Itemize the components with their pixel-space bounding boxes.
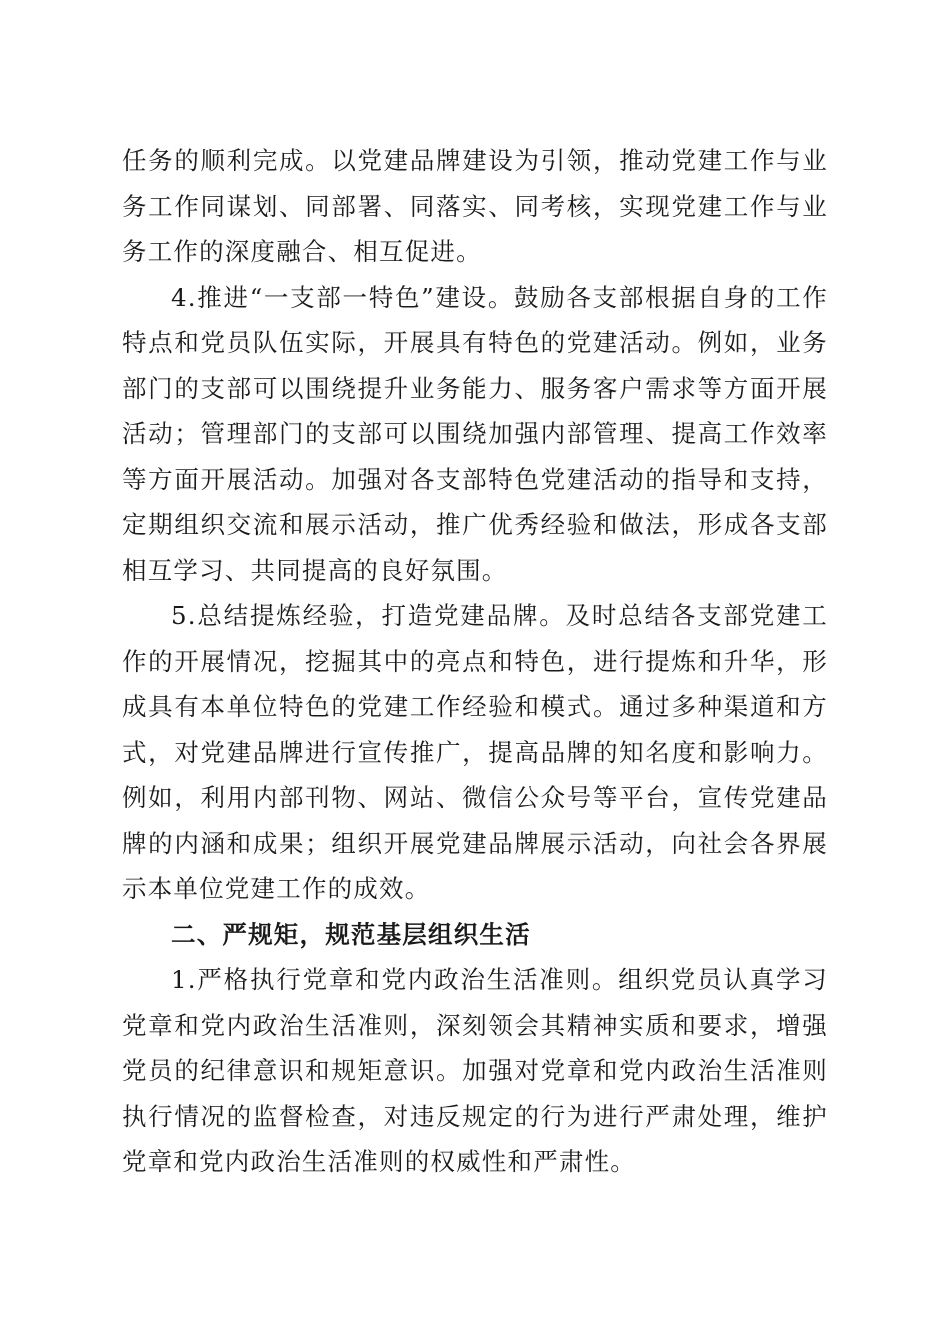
paragraph-item-4: 4.推进“一支部一特色”建设。鼓励各支部根据自身的工作特点和党员队伍实际，开展具有特色的党建活动。例如，业务部门的支部可以围绕提升业务能力、服务客户需求等方面开展活动；管理部门的支部可以围绕加强内部管理、提高工作效率等方面开展活动。加强对各支部特色党建活动的指导和支持，定期组织交流和展示活动，推广优秀经验和做法，形成各支部相互学习、共同提高的良好氛围。 [122, 282, 828, 585]
paragraph-section2-item-1: 1.严格执行党章和党内政治生活准则。组织党员认真学习党章和党内政治生活准则，深刻领会其精神实质和要求，增强党员的纪律意识和规矩意识。加强对党章和党内政治生活准则执行情况的监督检查，对违反规定的行为进行严肃处理，维护党章和党内政治生活准则的权威性和严肃性。 [122, 965, 828, 1176]
document-body [122, 138, 828, 1185]
section-heading: 二、严规矩，规范基层组织生活 [171, 919, 531, 949]
paragraph-item-5: 5.总结提炼经验，打造党建品牌。及时总结各支部党建工作的开展情况，挖掘其中的亮点和特色，进行提炼和升华，形成具有本单位特色的党建工作经验和模式。通过多种渠道和方式，对党建品牌进行宣传推广，提高品牌的知名度和影响力。例如，利用内部刊物、网站、微信公众号等平台，宣传党建品牌的内涵和成果；组织开展党建品牌展示活动，向社会各界展示本单位党建工作的成效。 [122, 601, 828, 903]
paragraph-continuation: 任务的顺利完成。以党建品牌建设为引领，推动党建工作与业务工作同谋划、同部署、同落实、同考核，实现党建工作与业务工作的深度融合、相互促进。 [122, 146, 828, 266]
